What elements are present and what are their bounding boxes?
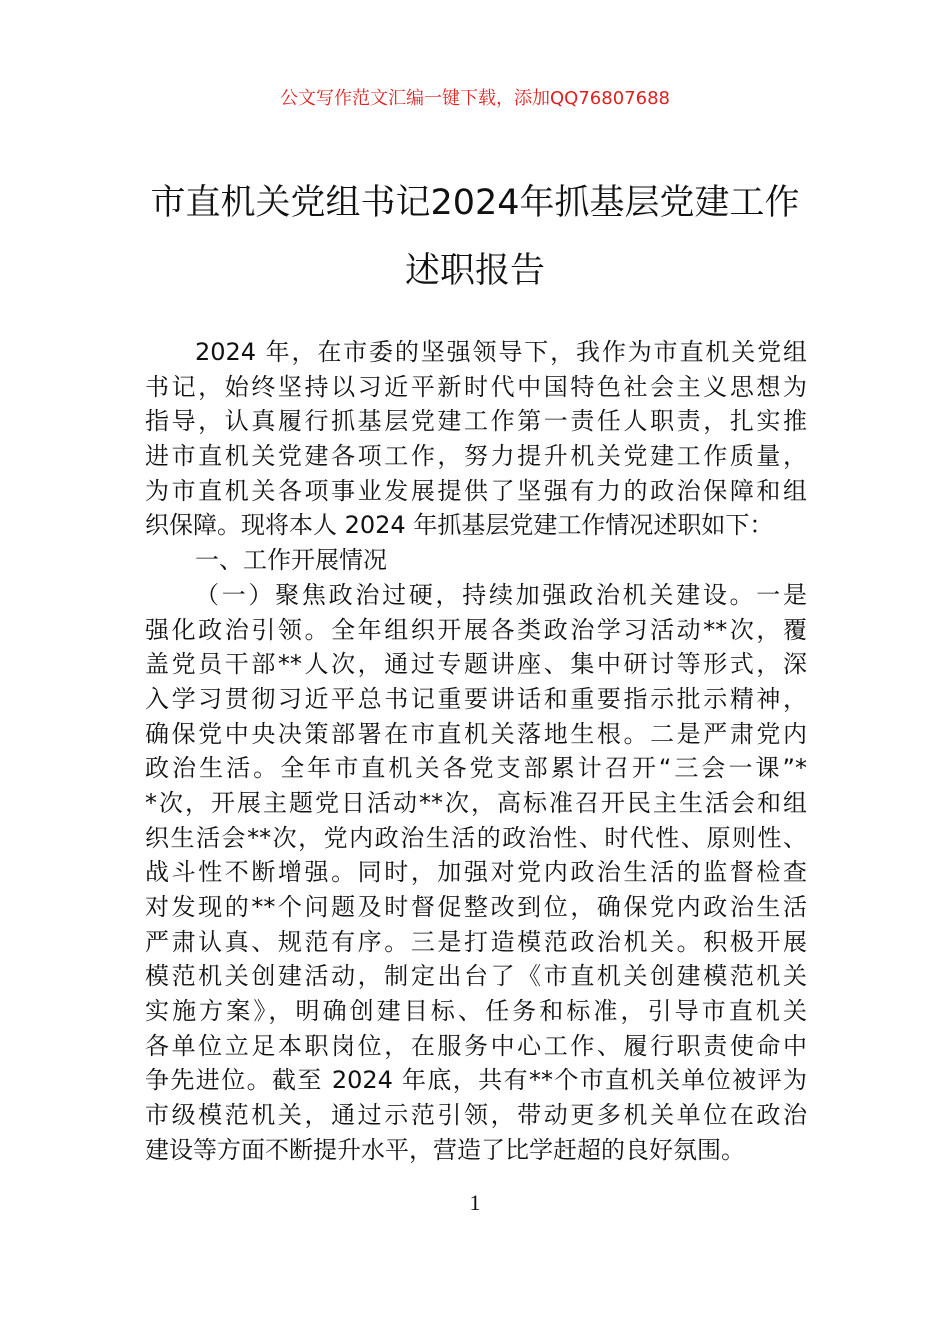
body-text-line: 书记，始终坚持以习近平新时代中国特色社会主义思想为 — [145, 372, 807, 401]
body-text-line: （一）聚焦政治过硬，持续加强政治机关建设。一是 — [195, 580, 807, 609]
body-text-line: 强化政治引领。全年组织开展各类政治学习活动**次，覆 — [145, 615, 807, 644]
body-text-line: 为市直机关各项事业发展提供了坚强有力的政治保障和组 — [145, 476, 807, 505]
body-text-line: 对发现的**个问题及时督促整改到位，确保党内政治生活 — [145, 893, 807, 921]
body-text-line: 进市直机关党建各项工作，努力提升机关党建工作质量， — [145, 442, 807, 471]
document-title-line-1: 市直机关党组书记2024年抓基层党建工作 — [150, 183, 800, 223]
body-text-line: 争先进位。截至 2024 年底，共有**个市直机关单位被评为 — [145, 1066, 807, 1095]
body-text-line: 战斗性不断增强。同时，加强对党内政治生活的监督检查 — [145, 858, 807, 887]
body-text-line: 织生活会**次，党内政治生活的政治性、时代性、原则性、 — [145, 823, 807, 852]
body-text-line: 严肃认真、规范有序。三是打造模范政治机关。积极开展 — [145, 927, 807, 956]
body-text-line: 模范机关创建活动，制定出台了《市直机关创建模范机关 — [145, 962, 807, 991]
body-text-line: 2024 年，在市委的坚强领导下，我作为市直机关党组 — [195, 338, 807, 366]
download-watermark: 公文写作范文汇编一键下载，添加QQ76807688 — [280, 88, 670, 109]
body-text-line: 实施方案》，明确创建目标、任务和标准，引导市直机关 — [145, 997, 807, 1026]
body-text-line: 确保党中央决策部署在市直机关落地生根。二是严肃党内 — [145, 719, 807, 748]
body-text-line: 建设等方面不断提升水平，营造了比学赶超的良好氛围。 — [145, 1135, 745, 1164]
document-body — [145, 335, 807, 1168]
body-text-line: 入学习贯彻习近平总书记重要讲话和重要指示批示精神， — [145, 684, 807, 713]
body-text-line: *次，开展主题党日活动**次，高标准召开民主生活会和组 — [145, 788, 807, 817]
body-text-line: 一、工作开展情况 — [195, 546, 387, 575]
page-number: 1 — [469, 1190, 481, 1215]
document-title-line-2: 述职报告 — [404, 251, 545, 291]
body-text-line: 盖党员干部**人次，通过专题讲座、集中研讨等形式，深 — [145, 650, 807, 679]
body-text-line: 指导，认真履行抓基层党建工作第一责任人职责，扎实推 — [145, 407, 807, 436]
body-text-line: 政治生活。全年市直机关各党支部累计召开“三会一课”* — [145, 754, 807, 783]
body-text-line: 市级模范机关，通过示范引领，带动更多机关单位在政治 — [145, 1101, 807, 1130]
body-text-line: 各单位立足本职岗位，在服务中心工作、履行职责使命中 — [145, 1031, 807, 1060]
body-text-line: 织保障。现将本人 2024 年抓基层党建工作情况述职如下： — [145, 511, 774, 540]
